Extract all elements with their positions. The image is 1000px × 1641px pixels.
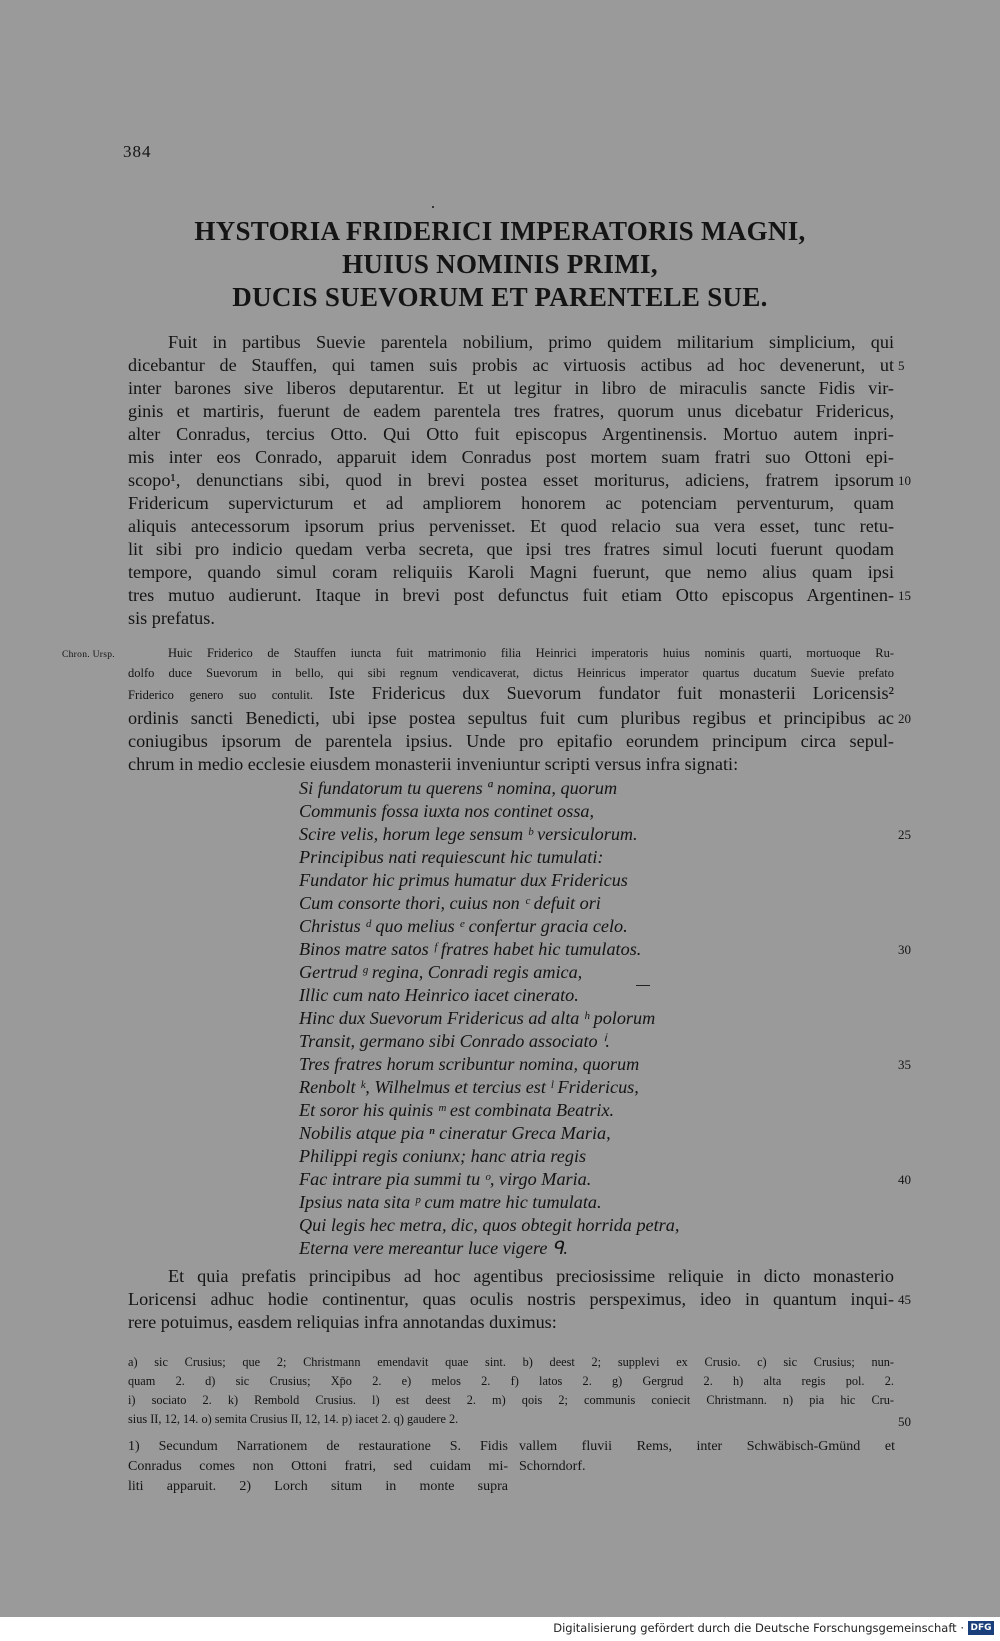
body-text-line: rere potuimus, easdem reliquias infra annotandas duximus:	[128, 1312, 557, 1332]
apparatus-line: quam 2. d) sic Crusius; Xp̄o 2. e) melos 2. f) latos 2. g) Gergrud 2. h) alta regis pol. 2.	[128, 1374, 894, 1388]
footnotes-right-column	[519, 1437, 895, 1477]
title-line: DUCIS SUEVORUM ET PARENTELE SUE.	[232, 282, 768, 312]
verse-line: Principibus nati requiescunt hic tumulati:	[299, 847, 604, 867]
body-text-line: Fuit in partibus Suevie parentela nobilium, primo quidem militarium simplicium, qui	[168, 332, 894, 352]
body-text-line: Loricensi adhuc hodie continentur, quas oculis nostris perspeximus, ideo in quantum inqui-	[128, 1289, 894, 1309]
verse-line: Qui legis hec metra, dic, quos obtegit horrida petra,	[299, 1215, 680, 1235]
title-line: HYSTORIA FRIDERICI IMPERATORIS MAGNI,	[194, 216, 806, 246]
verse-line: Communis fossa iuxta nos continet ossa,	[299, 801, 595, 821]
body-text-continuation: Iste Fridericus dux Suevorum fundator fuit monasterii Loricensis²	[328, 683, 894, 703]
line-number: 40	[898, 1172, 911, 1187]
verse-line: Hinc dux Suevorum Fridericus ad alta ʰ polorum	[299, 1008, 656, 1028]
verse-line: Tres fratres horum scribuntur nomina, quorum	[299, 1054, 640, 1074]
body-text-line: ginis et martiris, fuerunt de eadem parentela tres fratres, quorum unus dicebatur Fridericus,	[128, 401, 894, 421]
body-text-line: ordinis sancti Benedicti, ubi ipse postea sepultus fuit cum pluribus regibus et principibus ac	[128, 708, 894, 728]
apparatus-line: sius II, 12, 14. o) semita Crusius II, 12, 14. p) iacet 2. q) gaudere 2.	[128, 1412, 459, 1426]
chronicle-excerpt-line: Huic Friderico de Stauffen iuncta fuit matrimonio filia Heinrici imperatoris huius nominis quarti, mortuoque Ru-	[168, 646, 894, 660]
body-text-line: scopo¹, denunctians sibi, quod in brevi postea esset moriturus, adiciens, fratrem ipsorum	[128, 470, 894, 490]
chronicle-excerpt-line	[128, 683, 894, 705]
chronicle-excerpt-end: Friderico genero suo contulit.	[128, 688, 314, 702]
body-text-line: Et quia prefatis principibus ad hoc agentibus preciosissime reliquie in dicto monasterio	[168, 1266, 894, 1286]
body-text-line: tempore, quando simul coram reliquiis Karoli Magni fuerunt, que nemo alius quam ipsi	[128, 562, 894, 582]
line-number: 45	[898, 1292, 911, 1307]
verse-line: Gertrud ᵍ regina, Conradi regis amica,	[299, 962, 583, 982]
verse-line: Fac intrare pia summi tu ᵒ, virgo Maria.	[299, 1169, 592, 1189]
apparatus-line: i) sociato 2. k) Rembold Crusius. l) est deest 2. m) qois 2; communis coniecit Christmann. n) pia hic Cru-	[128, 1393, 894, 1407]
apparatus-line: a) sic Crusius; que 2; Christmann emendavit quae sint. b) deest 2; supplevi ex Crusio. c) sic Crusius; nun-	[128, 1355, 894, 1369]
verse-line: Fundator hic primus humatur dux Fridericus	[299, 870, 628, 890]
verse-line: Eterna vere mereantur luce vigere ᑫ.	[299, 1238, 568, 1258]
footnotes-left-column	[128, 1437, 508, 1497]
margin-note: Chron. Ursp.	[62, 650, 115, 660]
line-number: 35	[898, 1057, 911, 1072]
verse-line: Renbolt ᵏ, Wilhelmus et tercius est ˡ Fridericus,	[299, 1077, 639, 1097]
verse-line: Scire velis, horum lege sensum ᵇ versiculorum.	[299, 824, 638, 844]
document-title	[130, 215, 870, 314]
body-text-line: mis inter eos Conrado, apparuit idem Conradus post mortem suam fratri suo Ottoni epi-	[128, 447, 894, 467]
body-text-line: aliquis antecessorum ipsorum prius pervenisset. Et quod relacio sua vera esset, tunc retu-	[128, 516, 894, 536]
footnote-line: Schorndorf.	[519, 1459, 586, 1474]
footnote-line: Conradus comes non Ottoni fratri, sed cuidam mi-	[128, 1459, 508, 1474]
body-text-line: dicebantur de Stauffen, qui tamen suis probis ac virtuosis actibus ad hoc devenerunt, ut	[128, 355, 894, 375]
verse-line: Philippi regis coniunx; hanc atria regis	[299, 1146, 587, 1166]
body-text-line: coniugibus ipsorum de parentela ipsius. Unde pro epitafio eorundem principum circa sepul-	[128, 731, 894, 751]
line-number: 20	[898, 711, 911, 726]
digitization-footer	[0, 1617, 1000, 1641]
line-number: 30	[898, 942, 911, 957]
page-number: 384	[123, 142, 152, 161]
em-dash-mark	[636, 985, 650, 986]
body-text-line: chrum in medio ecclesie eiusdem monasterii inveniuntur scripti versus infra signati:	[128, 754, 739, 774]
body-text-line: lit sibi pro indicio quedam verba secreta, que ipsi tres fratres simul locuti fuerunt quodam	[128, 539, 894, 559]
body-text-line: inter barones sive liberos deputarentur. Et ut legitur in libro de miraculis sancte Fidis vir-	[128, 378, 894, 398]
verse-line: Nobilis atque pia ⁿ cineratur Greca Maria,	[299, 1123, 611, 1143]
line-number: 5	[898, 358, 905, 373]
verse-line: Cum consorte thori, cuius non ᶜ defuit ori	[299, 893, 601, 913]
footnote-line: vallem fluvii Rems, inter Schwäbisch-Gmünd et	[519, 1439, 895, 1454]
verse-line: Ipsius nata sita ᵖ cum matre hic tumulata.	[299, 1192, 602, 1212]
body-text-line: sis prefatus.	[128, 608, 215, 628]
footer-credit: Digitalisierung gefördert durch die Deutsche Forschungsgemeinschaft ·	[553, 1621, 964, 1635]
verse-line: Binos matre satos ᶠ fratres habet hic tumulatos.	[299, 939, 642, 959]
body-text-line: Fridericum supervicturum et ad ampliorem honorem ac potenciam perventurum, quam	[128, 493, 894, 513]
verse-line: Et soror his quinis ᵐ est combinata Beatrix.	[299, 1100, 615, 1120]
verse-line: Christus ᵈ quo melius ᵉ confertur gracia celo.	[299, 916, 628, 936]
title-line: HUIUS NOMINIS PRIMI,	[342, 249, 658, 279]
line-number: 50	[898, 1414, 911, 1429]
body-text-line: tres mutuo audierunt. Itaque in brevi post defunctus fuit etiam Otto episcopus Argentinen-	[128, 585, 894, 605]
verse-line: Transit, germano sibi Conrado associato ⁱ.	[299, 1031, 610, 1051]
verse-line: Si fundatorum tu querens ª nomina, quorum	[299, 778, 618, 798]
footnote-line: liti apparuit. 2) Lorch situm in monte supra	[128, 1479, 508, 1494]
footnote-line: 1) Secundum Narrationem de restauratione S. Fidis	[128, 1439, 508, 1454]
chronicle-excerpt-line: dolfo duce Suevorum in bello, qui sibi regnum vendicaverat, dictus Heinricus imperator quartus ducatum Suevie prefato	[128, 666, 894, 680]
line-number: 10	[898, 473, 911, 488]
body-text-line: alter Conradus, tercius Otto. Qui Otto fuit episcopus Argentinensis. Mortuo autem inpri-	[128, 424, 894, 444]
line-number: 15	[898, 588, 911, 603]
printer-mark	[432, 206, 434, 208]
line-number: 25	[898, 827, 911, 842]
verse-line: Illic cum nato Heinrico iacet cinerato.	[299, 985, 579, 1005]
dfg-logo: DFG	[968, 1621, 994, 1635]
